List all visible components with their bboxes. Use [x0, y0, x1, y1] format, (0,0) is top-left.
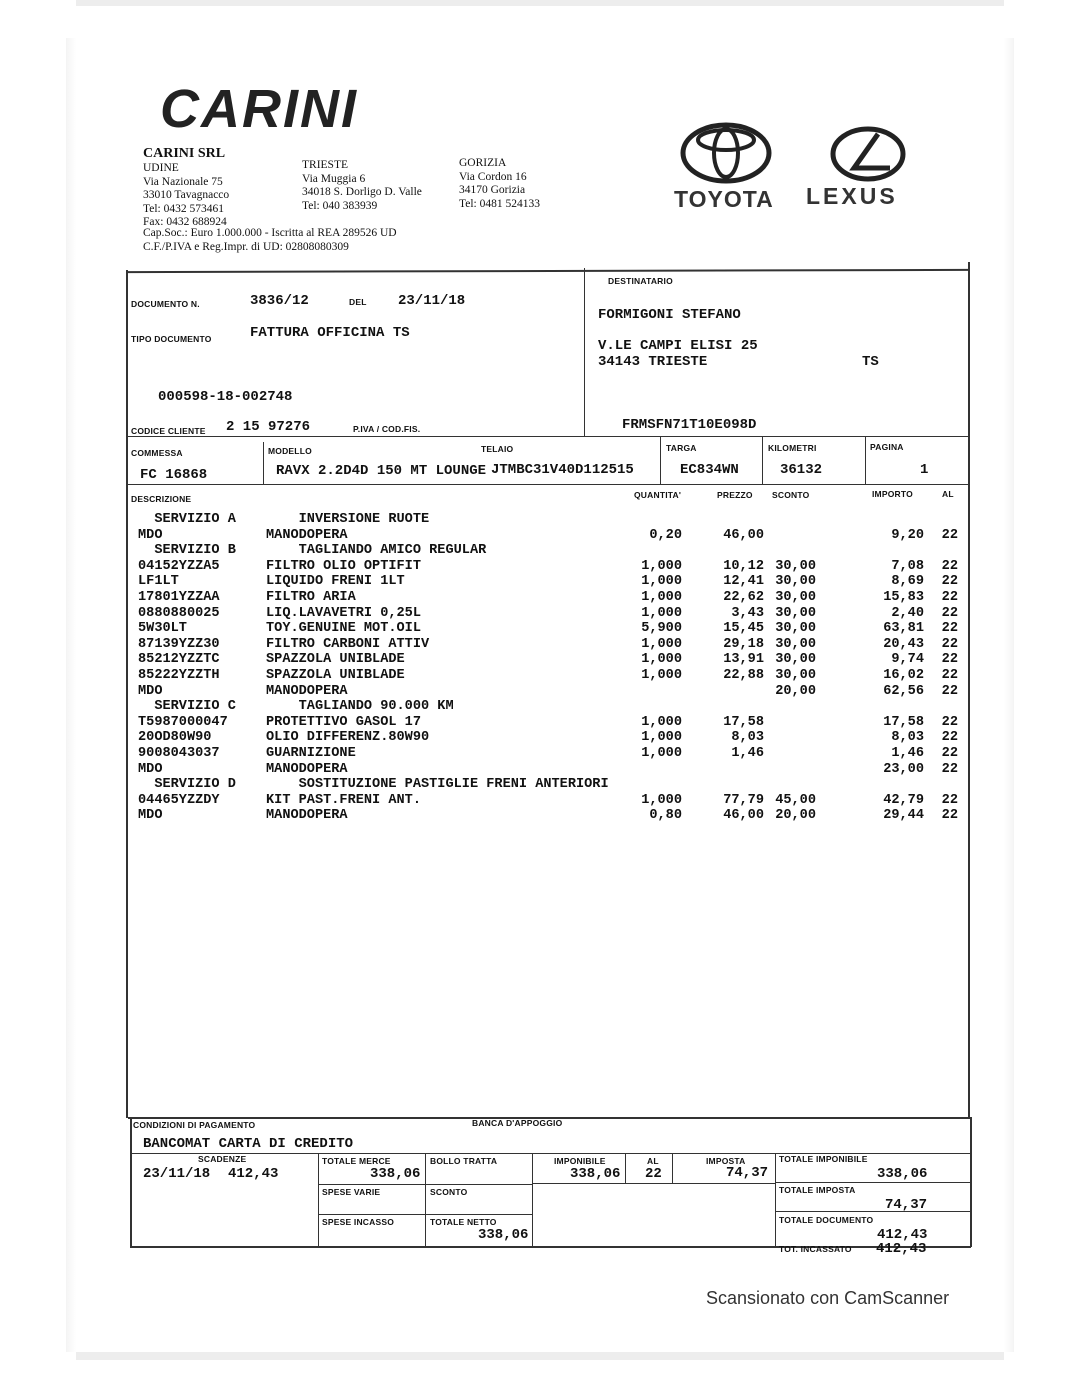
- totale-merce-label: TOTALE MERCE: [322, 1156, 391, 1166]
- km-label: KILOMETRI: [768, 443, 817, 453]
- fiscal-code-label: P.IVA / COD.FIS.: [353, 424, 421, 434]
- cell-vat: 22: [941, 605, 958, 621]
- footer-row-line-4: [775, 1182, 971, 1183]
- doc-type-label: TIPO DOCUMENTO: [131, 334, 212, 344]
- scadenza-amount: 412,43: [228, 1166, 279, 1182]
- pagina-label: PAGINA: [870, 442, 904, 452]
- targa-label: TARGA: [666, 443, 697, 453]
- cell-vat: 22: [941, 730, 958, 746]
- vehicle-divider-1: [263, 442, 264, 484]
- cell-qty: 1,000: [641, 574, 682, 590]
- cell-qty: 1,000: [641, 652, 682, 668]
- cell-amt: 9,20: [891, 527, 924, 543]
- cell-disc: 30,00: [775, 558, 816, 574]
- cell-qty: 1,000: [641, 746, 682, 761]
- cell-qty: 1,000: [641, 558, 682, 574]
- cell-vat: 22: [941, 746, 958, 761]
- left-edge: [66, 38, 76, 1352]
- cell-code: 0880880025: [138, 605, 220, 621]
- cell-desc: FILTRO ARIA: [266, 590, 356, 605]
- table-left-border: [126, 270, 128, 1118]
- cell-disc: 30,00: [775, 668, 816, 683]
- totale-netto: 338,06: [478, 1227, 529, 1243]
- totale-netto-label: TOTALE NETTO: [430, 1217, 497, 1227]
- dest-label: DESTINATARIO: [608, 276, 673, 286]
- table-row: [138, 668, 964, 684]
- cell-code: 85212YZZTC: [138, 652, 220, 668]
- col-importo: IMPORTO: [872, 489, 913, 499]
- doc-number: 3836/12: [250, 293, 309, 309]
- cell-disc: 45,00: [775, 792, 816, 808]
- cell-qty: 1,000: [641, 605, 682, 621]
- imposta-label: IMPOSTA: [706, 1156, 746, 1166]
- cell-price: 15,45: [723, 621, 764, 637]
- commessa: FC 16868: [140, 467, 208, 483]
- cell-code: T5987000047: [138, 714, 228, 730]
- dest-city: 34143 TRIESTE: [598, 354, 708, 370]
- cell-desc: OLIO DIFFERENZ.80W90: [266, 730, 430, 746]
- right-edge: [1004, 38, 1014, 1352]
- fiscal-code: FRMSFN71T10E098D: [622, 417, 757, 433]
- cell-desc: FILTRO OLIO OPTIFIT: [266, 558, 421, 574]
- tot-imponibile-label: TOTALE IMPONIBILE: [779, 1154, 868, 1164]
- table-row: [138, 699, 964, 715]
- cell-amt: 17,58: [883, 714, 924, 730]
- cell-amt: 15,83: [883, 590, 924, 605]
- sconto-label: SCONTO: [430, 1187, 468, 1197]
- footer-divider-3: [532, 1153, 533, 1246]
- col-descrizione: DESCRIZIONE: [131, 494, 192, 504]
- footer-left-border: [130, 1117, 132, 1247]
- commessa-label: COMMESSA: [131, 448, 183, 458]
- table-row: [138, 528, 964, 544]
- cell-price: 22,88: [723, 668, 764, 683]
- col-prezzo: PREZZO: [717, 490, 753, 500]
- dest-province: TS: [862, 354, 879, 370]
- col-aliquota: AL: [942, 489, 954, 499]
- modello: RAVX 2.2D4D 150 MT LOUNGE: [276, 463, 487, 479]
- cell-code: 04152YZZA5: [138, 558, 220, 574]
- modello-label: MODELLO: [268, 446, 312, 456]
- cell-desc: TAGLIANDO AMICO REGULAR: [266, 543, 487, 559]
- cell-amt: 8,69: [891, 574, 924, 590]
- client-code: 2 15 97276: [226, 419, 311, 435]
- tot-imposta: 74,37: [885, 1197, 928, 1213]
- tot-incassato: 412,43: [876, 1241, 927, 1257]
- table-row: [138, 808, 964, 824]
- cell-disc: 20,00: [775, 808, 816, 824]
- cell-desc: MANODOPERA: [266, 761, 348, 777]
- vehicle-row-top: [126, 436, 968, 437]
- tot-incassato-label: TOT. INCASSATO: [779, 1244, 852, 1254]
- doc-type: FATTURA OFFICINA TS: [250, 325, 410, 341]
- cell-desc: GUARNIZIONE: [266, 746, 356, 761]
- carini-logo: CARINI: [160, 79, 358, 139]
- cell-desc: SOSTITUZIONE PASTIGLIE FRENI ANTERIORI: [266, 777, 609, 793]
- al-value: 22: [645, 1166, 662, 1182]
- vehicle-divider-3: [762, 437, 763, 484]
- cell-price: 10,12: [723, 558, 764, 574]
- table-row: [138, 762, 964, 778]
- payment-method: BANCOMAT CARTA DI CREDITO: [143, 1136, 354, 1152]
- cell-qty: 1,000: [641, 792, 682, 808]
- table-row: [138, 559, 964, 575]
- cell-disc: 30,00: [775, 652, 816, 668]
- table-row: [138, 637, 964, 653]
- doc-date: 23/11/18: [398, 293, 466, 309]
- footer-row-line-3: [532, 1183, 775, 1184]
- table-row: [138, 574, 964, 590]
- imponibile-label: IMPONIBILE: [554, 1156, 606, 1166]
- cell-amt: 23,00: [883, 761, 924, 777]
- cell-price: 12,41: [723, 574, 764, 590]
- udine-address: UDINE Via Nazionale 75 33010 Tavagnacco Tel: 0432 573461 Fax: 0432 688924: [143, 162, 230, 228]
- cell-price: 22,62: [723, 590, 764, 605]
- cell-disc: 30,00: [775, 621, 816, 637]
- cell-code: LF1LT: [138, 574, 179, 590]
- cell-code: SERVIZIO A: [138, 512, 236, 527]
- cell-price: 46,00: [723, 527, 764, 543]
- tot-documento-label: TOTALE DOCUMENTO: [779, 1215, 874, 1225]
- cell-code: 85222YZZTH: [138, 668, 220, 683]
- company-name: CARINI SRL: [143, 146, 226, 161]
- cell-price: 46,00: [723, 808, 764, 824]
- cell-price: 3,43: [731, 605, 764, 621]
- cell-code: MDO: [138, 761, 163, 777]
- cell-vat: 22: [941, 792, 958, 808]
- cell-amt: 42,79: [883, 792, 924, 808]
- cell-code: MDO: [138, 527, 163, 543]
- cell-amt: 1,46: [891, 746, 924, 761]
- cell-amt: 8,03: [891, 730, 924, 746]
- cell-desc: TAGLIANDO 90.000 KM: [266, 699, 454, 715]
- telaio: JTMBC31V40D112515: [491, 462, 634, 478]
- table-row: [138, 590, 964, 606]
- date-label: DEL: [349, 297, 367, 307]
- cell-vat: 22: [941, 683, 958, 699]
- table-row: [138, 746, 964, 762]
- cell-desc: SPAZZOLA UNIBLADE: [266, 668, 405, 683]
- cell-disc: 30,00: [775, 590, 816, 605]
- tot-documento: 412,43: [877, 1227, 928, 1243]
- cell-amt: 16,02: [883, 668, 924, 683]
- cell-code: SERVIZIO B: [138, 543, 236, 559]
- cell-amt: 63,81: [883, 621, 924, 637]
- bank-label: BANCA D'APPOGGIO: [472, 1118, 563, 1128]
- cell-amt: 9,74: [891, 652, 924, 668]
- footer-divider-4: [625, 1153, 626, 1183]
- cell-code: 87139YZZ30: [138, 636, 220, 652]
- doc-reference: 000598-18-002748: [158, 389, 293, 405]
- cell-vat: 22: [941, 527, 958, 543]
- top-edge: [76, 0, 1004, 6]
- cell-qty: 1,000: [641, 730, 682, 746]
- table-row: [138, 715, 964, 731]
- cell-vat: 22: [941, 761, 958, 777]
- cell-vat: 22: [941, 808, 958, 824]
- cell-amt: 7,08: [891, 558, 924, 574]
- scadenza-date: 23/11/18: [143, 1166, 211, 1182]
- cell-desc: LIQUIDO FRENI 1LT: [266, 574, 405, 590]
- camscanner-watermark: Scansionato con CamScanner: [706, 1288, 950, 1308]
- cell-vat: 22: [941, 636, 958, 652]
- cell-qty: 1,000: [641, 668, 682, 683]
- cell-amt: 62,56: [883, 683, 924, 699]
- cell-code: 20OD80W90: [138, 730, 212, 746]
- cell-code: MDO: [138, 808, 163, 824]
- cell-qty: 0,80: [649, 808, 682, 824]
- dest-street: V.LE CAMPI ELISI 25: [598, 338, 758, 354]
- bollo-label: BOLLO TRATTA: [430, 1156, 498, 1166]
- capital-info: Cap.Soc.: Euro 1.000.000 - Iscritta al REA 289526 UD: [143, 227, 397, 239]
- footer-row-line-5: [775, 1211, 971, 1212]
- cell-amt: 29,44: [883, 808, 924, 824]
- toyota-emblem-icon: [680, 122, 772, 184]
- cell-disc: 30,00: [775, 574, 816, 590]
- doc-number-label: DOCUMENTO N.: [131, 299, 200, 309]
- tot-imposta-label: TOTALE IMPOSTA: [779, 1185, 856, 1195]
- cell-code: 9008043037: [138, 746, 220, 761]
- cell-price: 8,03: [731, 730, 764, 746]
- cell-code: 5W30LT: [138, 621, 187, 637]
- cell-qty: 5,900: [641, 621, 682, 637]
- table-row: [138, 684, 964, 700]
- cell-desc: TOY.GENUINE MOT.OIL: [266, 621, 421, 637]
- cell-vat: 22: [941, 574, 958, 590]
- footer-divider-6: [775, 1153, 776, 1246]
- scadenze-label: SCADENZE: [198, 1154, 247, 1164]
- spese-varie-label: SPESE VARIE: [322, 1187, 381, 1197]
- al-label: AL: [647, 1156, 659, 1166]
- cell-disc: 20,00: [775, 683, 816, 699]
- cell-price: 77,79: [723, 792, 764, 808]
- client-code-label: CODICE CLIENTE: [131, 426, 206, 436]
- table-row: [138, 512, 964, 528]
- cell-code: 17801YZZAA: [138, 590, 220, 605]
- cell-desc: LIQ.LAVAVETRI 0,25L: [266, 605, 421, 621]
- cell-amt: 20,43: [883, 636, 924, 652]
- cell-vat: 22: [941, 590, 958, 605]
- cell-vat: 22: [941, 558, 958, 574]
- cell-vat: 22: [941, 621, 958, 637]
- imposta: 74,37: [726, 1165, 769, 1181]
- footer-row-line-1: [318, 1184, 532, 1185]
- kilometri: 36132: [780, 462, 823, 478]
- cell-desc: PROTETTIVO GASOL 17: [266, 714, 421, 730]
- vehicle-divider-2: [660, 437, 661, 484]
- cell-code: SERVIZIO D: [138, 777, 236, 793]
- cell-disc: 30,00: [775, 605, 816, 621]
- footer-divider-1: [318, 1153, 319, 1246]
- imponibile: 338,06: [570, 1166, 621, 1182]
- pagina: 1: [920, 462, 929, 478]
- table-row: [138, 652, 964, 668]
- cell-code: 04465YZZDY: [138, 792, 220, 808]
- cell-vat: 22: [941, 668, 958, 683]
- trieste-address: TRIESTE Via Muggia 6 34018 S. Dorligo D. Valle Tel: 040 383939: [302, 159, 422, 212]
- cell-price: 29,18: [723, 636, 764, 652]
- cell-price: 13,91: [723, 652, 764, 668]
- lexus-emblem-icon: [830, 126, 906, 182]
- vat-info: C.F./P.IVA e Reg.Impr. di UD: 02808080309: [143, 241, 349, 253]
- cell-price: 17,58: [723, 714, 764, 730]
- cell-desc: SPAZZOLA UNIBLADE: [266, 652, 405, 668]
- cell-qty: 1,000: [641, 636, 682, 652]
- cell-code: SERVIZIO C: [138, 699, 236, 715]
- telaio-label: TELAIO: [481, 444, 514, 454]
- cell-qty: 1,000: [641, 590, 682, 605]
- tot-imponibile: 338,06: [877, 1166, 928, 1182]
- cell-desc: FILTRO CARBONI ATTIV: [266, 636, 430, 652]
- cell-desc: MANODOPERA: [266, 527, 348, 543]
- dest-name: FORMIGONI STEFANO: [598, 307, 741, 323]
- bottom-edge: [76, 1352, 1004, 1360]
- toyota-wordmark: TOYOTA: [674, 186, 774, 212]
- lexus-wordmark: LEXUS: [806, 183, 898, 209]
- cell-price: 1,46: [731, 746, 764, 761]
- table-row: [138, 606, 964, 622]
- table-row: [138, 543, 964, 559]
- dest-divider: [584, 268, 585, 436]
- spese-incasso-label: SPESE INCASSO: [322, 1217, 395, 1227]
- cell-desc: MANODOPERA: [266, 808, 348, 824]
- cell-desc: INVERSIONE RUOTE: [266, 512, 430, 527]
- gorizia-address: GORIZIA Via Cordon 16 34170 Gorizia Tel: 0481 524133: [459, 157, 540, 210]
- vehicle-row-bottom: [126, 484, 968, 485]
- cell-vat: 22: [941, 652, 958, 668]
- table-right-border: [968, 262, 970, 1118]
- footer-divider-2: [425, 1153, 426, 1246]
- cell-qty: 0,20: [649, 527, 682, 543]
- footer-row-line-2: [318, 1214, 532, 1215]
- cell-code: MDO: [138, 683, 163, 699]
- targa: EC834WN: [680, 462, 739, 478]
- cell-desc: KIT PAST.FRENI ANT.: [266, 792, 421, 808]
- totale-merce: 338,06: [370, 1166, 421, 1182]
- cell-vat: 22: [941, 714, 958, 730]
- cell-qty: 1,000: [641, 714, 682, 730]
- col-sconto: SCONTO: [772, 490, 810, 500]
- col-quantita: QUANTITA': [634, 490, 682, 500]
- cell-disc: 30,00: [775, 636, 816, 652]
- table-row: [138, 730, 964, 746]
- vehicle-divider-4: [865, 437, 866, 484]
- footer-divider-5: [672, 1153, 673, 1183]
- payment-label: CONDIZIONI DI PAGAMENTO: [133, 1120, 256, 1130]
- table-row: [138, 621, 964, 637]
- table-row: [138, 793, 964, 809]
- cell-amt: 2,40: [891, 605, 924, 621]
- cell-desc: MANODOPERA: [266, 683, 348, 699]
- table-row: [138, 777, 964, 793]
